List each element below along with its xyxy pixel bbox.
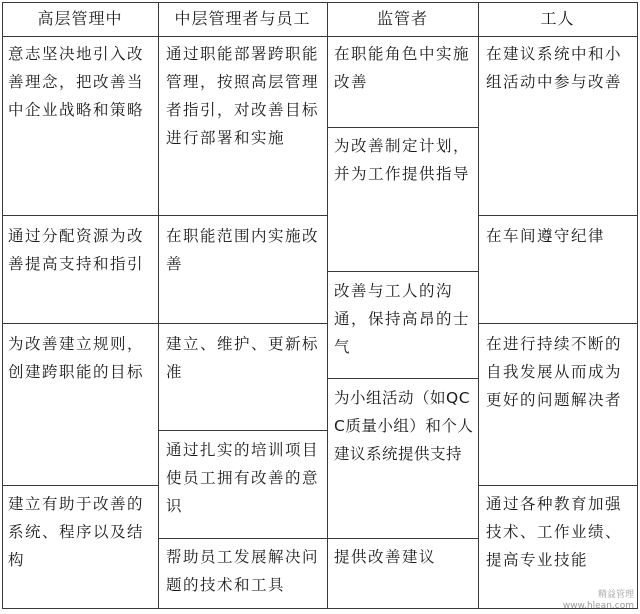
table-cell: 通过分配资源为改善提高支持和指引 bbox=[8, 227, 145, 273]
row-divider bbox=[478, 485, 638, 486]
header-worker: 工人 bbox=[540, 9, 575, 28]
row-divider bbox=[327, 378, 479, 379]
table-border-top bbox=[2, 2, 638, 3]
header-top-management: 高层管理中 bbox=[37, 9, 123, 28]
row-divider bbox=[2, 485, 159, 486]
row-divider bbox=[158, 215, 328, 216]
table-cell: 提供改善建议 bbox=[334, 548, 437, 566]
row-divider bbox=[327, 538, 479, 539]
row-divider bbox=[327, 271, 479, 272]
table-cell: 帮助员工发展解决问题的技术和工具 bbox=[166, 548, 320, 594]
row-divider bbox=[478, 215, 638, 216]
table-cell: 为改善建立规则，创建跨职能的目标 bbox=[8, 335, 145, 381]
table-cell: 在职能角色中实施改善 bbox=[334, 45, 471, 91]
table-cell: 改善与工人的沟通，保持高昂的士气 bbox=[334, 282, 471, 356]
col-divider-1 bbox=[158, 2, 159, 609]
table-border-bottom bbox=[2, 608, 638, 609]
table-cell: 为改善制定计划，并为工作提供指导 bbox=[334, 137, 471, 183]
header-supervisor: 监管者 bbox=[376, 9, 428, 28]
table-cell: 通过职能部署跨职能管理，按照高层管理者指引，对改善目标进行部署和实施 bbox=[166, 45, 320, 147]
row-divider bbox=[158, 323, 328, 324]
col-divider-2 bbox=[327, 2, 328, 609]
row-divider bbox=[2, 215, 159, 216]
table-border-left bbox=[2, 2, 3, 609]
row-divider bbox=[2, 323, 159, 324]
header-middle-management: 中层管理者与员工 bbox=[174, 9, 311, 28]
table-cell: 为小组活动（如QCC质量小组）和个人建议系统提供支持 bbox=[334, 389, 474, 463]
table-cell: 通过扎实的培训项目使员工拥有改善的意识 bbox=[166, 441, 320, 515]
header-divider bbox=[2, 36, 638, 37]
row-divider bbox=[158, 430, 328, 431]
col-divider-3 bbox=[478, 2, 479, 609]
table-cell: 意志坚决地引入改善理念，把改善当中企业战略和策略 bbox=[8, 45, 145, 119]
table-border-right bbox=[637, 2, 638, 609]
watermark: 精益管理 www.hlean.com bbox=[562, 590, 634, 611]
table-cell: 建立有助于改善的系统、程序以及结构 bbox=[8, 495, 145, 569]
table-cell: 在职能范围内实施改善 bbox=[166, 227, 320, 273]
row-divider bbox=[327, 127, 479, 128]
table-cell: 在车间遵守纪律 bbox=[486, 227, 606, 245]
table-cell: 在建议系统中和小组活动中参与改善 bbox=[486, 45, 623, 91]
row-divider bbox=[158, 538, 328, 539]
table-cell: 通过各种教育加强技术、工作业绩、提高专业技能 bbox=[486, 495, 623, 569]
table-cell: 建立、维护、更新标准 bbox=[166, 335, 320, 381]
row-divider bbox=[478, 323, 638, 324]
table-cell: 在进行持续不断的自我发展从而成为更好的问题解决者 bbox=[486, 335, 623, 409]
